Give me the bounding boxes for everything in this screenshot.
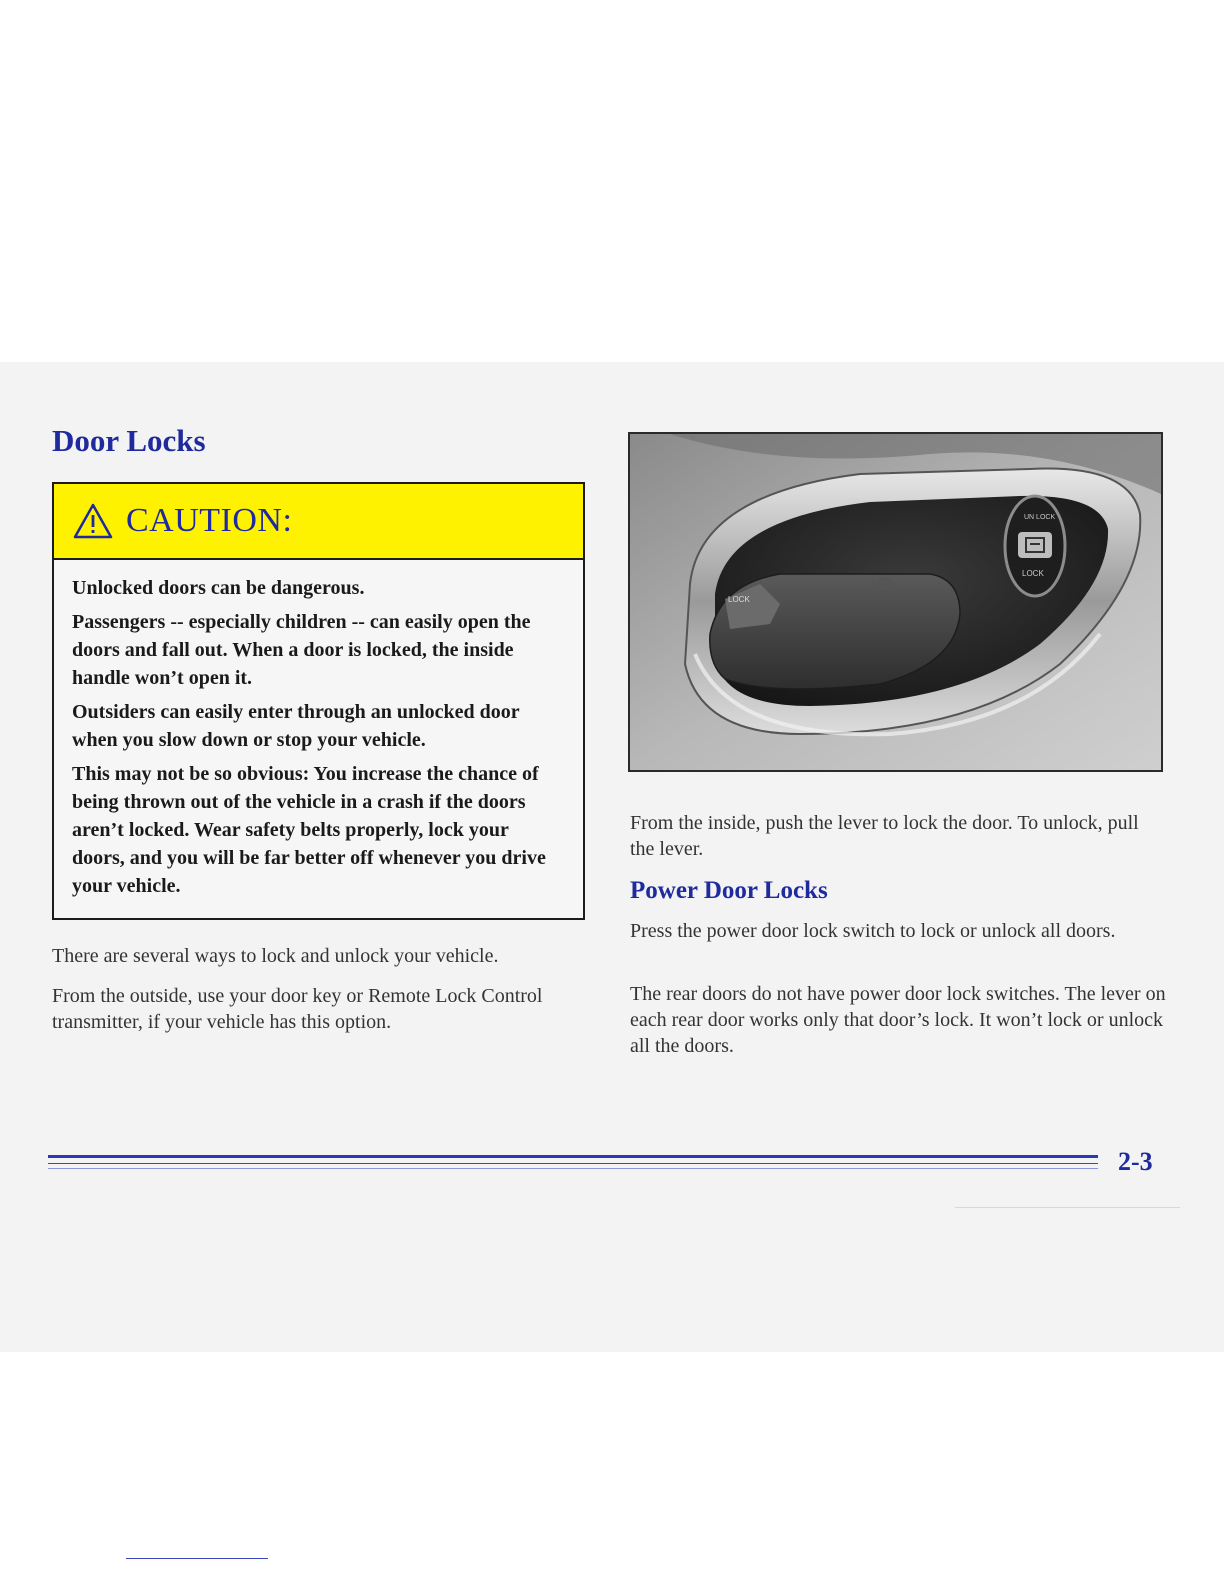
body-paragraph: Press the power door lock switch to lock or unlock all doors. <box>630 920 1116 942</box>
body-paragraph: The rear doors do not have power door lock switches. The lever on each rear door works only that door’s lock. It won’t lock or unlock all the doors. <box>630 983 1166 1057</box>
switch-unlock-label: UN LOCK <box>1024 514 1056 521</box>
footer-rule-thin <box>48 1168 1098 1169</box>
caution-paragraph: This may not be so obvious: You increase the chance of being thrown out of the vehicle in a crash if the doors aren’t locked. Wear safety belts properly, lock your doors, and you will be far better off whenever you drive your vehicle. <box>72 763 546 897</box>
door-handle-photo <box>628 432 1163 772</box>
caution-label: CAUTION: <box>126 502 293 539</box>
warning-triangle-icon <box>72 502 114 540</box>
footer-rule <box>48 1155 1098 1158</box>
caution-header <box>54 484 583 560</box>
body-paragraph: There are several ways to lock and unlock your vehicle. <box>52 945 499 967</box>
handle-lock-label: LOCK <box>728 595 750 604</box>
caution-paragraph: Unlocked doors can be dangerous. <box>72 577 365 599</box>
body-paragraph: From the inside, push the lever to lock the door. To unlock, pull the lever. <box>630 812 1139 860</box>
footer-rule-thin <box>48 1163 1098 1164</box>
caution-paragraph: Passengers -- especially children -- can easily open the doors and fall out. When a door is locked, the inside handle won’t open it. <box>72 611 531 689</box>
caution-paragraph: Outsiders can easily enter through an unlocked door when you slow down or stop your vehicle. <box>72 701 520 751</box>
caution-body <box>54 560 583 900</box>
body-paragraph: From the outside, use your door key or Remote Lock Control transmitter, if your vehicle has this option. <box>52 985 543 1033</box>
switch-lock-label: LOCK <box>1022 569 1044 578</box>
door-handle-illustration <box>630 434 1161 770</box>
caution-box <box>52 482 585 920</box>
bottom-rule-mark <box>126 1558 268 1559</box>
page-number: 2-3 <box>1118 1147 1153 1176</box>
divider <box>955 1207 1180 1208</box>
section-title: Door Locks <box>52 423 206 458</box>
section-subtitle: Power Door Locks <box>630 877 828 904</box>
